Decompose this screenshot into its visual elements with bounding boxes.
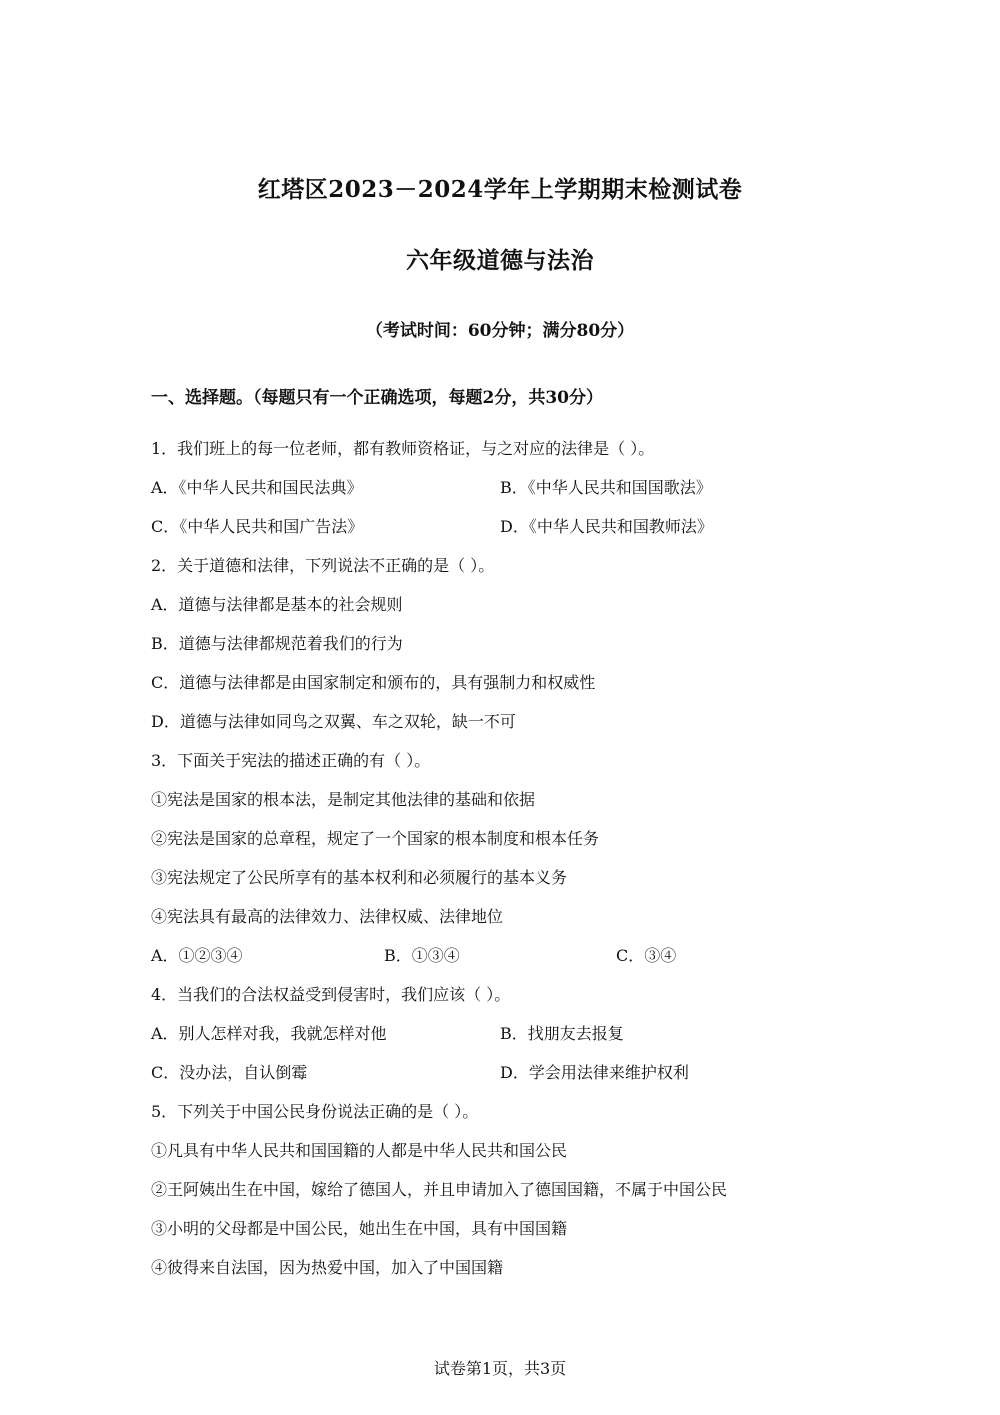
- question-4-option-d: D．学会用法律来维护权利: [500, 1063, 689, 1082]
- subject-title: 六年级道德与法治: [406, 247, 594, 274]
- question-3-statement-3: ③宪法规定了公民所享有的基本权利和必须履行的基本义务: [151, 868, 568, 887]
- question-5-statement-4: ④彼得来自法国，因为热爱中国，加入了中国国籍: [151, 1258, 504, 1277]
- question-2-stem: 2．关于道德和法律，下列说法不正确的是（ ）。: [151, 556, 495, 575]
- question-3-option-b: B．①③④: [384, 946, 460, 965]
- question-1-option-c: C．《中华人民共和国广告法》: [151, 517, 364, 536]
- question-2-option-a: A．道德与法律都是基本的社会规则: [151, 595, 403, 614]
- question-3-option-c: C．③④: [616, 946, 677, 965]
- question-2-option-c: C．道德与法律都是由国家制定和颁布的，具有强制力和权威性: [151, 673, 596, 692]
- question-4-option-b: B．找朋友去报复: [500, 1024, 624, 1043]
- question-1-stem: 1．我们班上的每一位老师，都有教师资格证，与之对应的法律是（ ）。: [151, 439, 655, 458]
- question-1-option-a: A．《中华人民共和国民法典》: [151, 478, 363, 497]
- section-heading: 一、选择题。（每题只有一个正确选项，每题2分，共30分）: [151, 388, 603, 408]
- question-5-statement-3: ③小明的父母都是中国公民，她出生在中国，具有中国国籍: [151, 1219, 568, 1238]
- question-4-option-a: A．别人怎样对我，我就怎样对他: [151, 1024, 387, 1043]
- question-5-stem: 5．下列关于中国公民身份说法正确的是（ ）。: [151, 1102, 479, 1121]
- question-2-option-d: D．道德与法律如同鸟之双翼、车之双轮，缺一不可: [151, 712, 516, 731]
- exam-title: 红塔区2023－2024学年上学期期末检测试卷: [257, 176, 743, 203]
- question-1-option-b: B．《中华人民共和国国歌法》: [500, 478, 712, 497]
- exam-info: （考试时间：60分钟；满分80分）: [365, 321, 635, 341]
- question-5-statement-2: ②王阿姨出生在中国，嫁给了德国人，并且申请加入了德国国籍，不属于中国公民: [151, 1180, 728, 1199]
- question-3-statement-1: ①宪法是国家的根本法，是制定其他法律的基础和依据: [151, 790, 536, 809]
- question-5-statement-1: ①凡具有中华人民共和国国籍的人都是中华人民共和国公民: [151, 1141, 568, 1160]
- question-3-option-a: A．①②③④: [151, 946, 243, 965]
- question-3-stem: 3．下面关于宪法的描述正确的有（ ）。: [151, 751, 431, 770]
- question-2-option-b: B．道德与法律都规范着我们的行为: [151, 634, 403, 653]
- question-3-statement-2: ②宪法是国家的总章程，规定了一个国家的根本制度和根本任务: [151, 829, 600, 848]
- question-3-statement-4: ④宪法具有最高的法律效力、法律权威、法律地位: [151, 907, 504, 926]
- page-footer: 试卷第1页，共3页: [433, 1359, 567, 1378]
- question-1-option-d: D．《中华人民共和国教师法》: [500, 517, 713, 536]
- question-4-stem: 4．当我们的合法权益受到侵害时，我们应该（ ）。: [151, 985, 511, 1004]
- question-4-option-c: C．没办法，自认倒霉: [151, 1063, 308, 1082]
